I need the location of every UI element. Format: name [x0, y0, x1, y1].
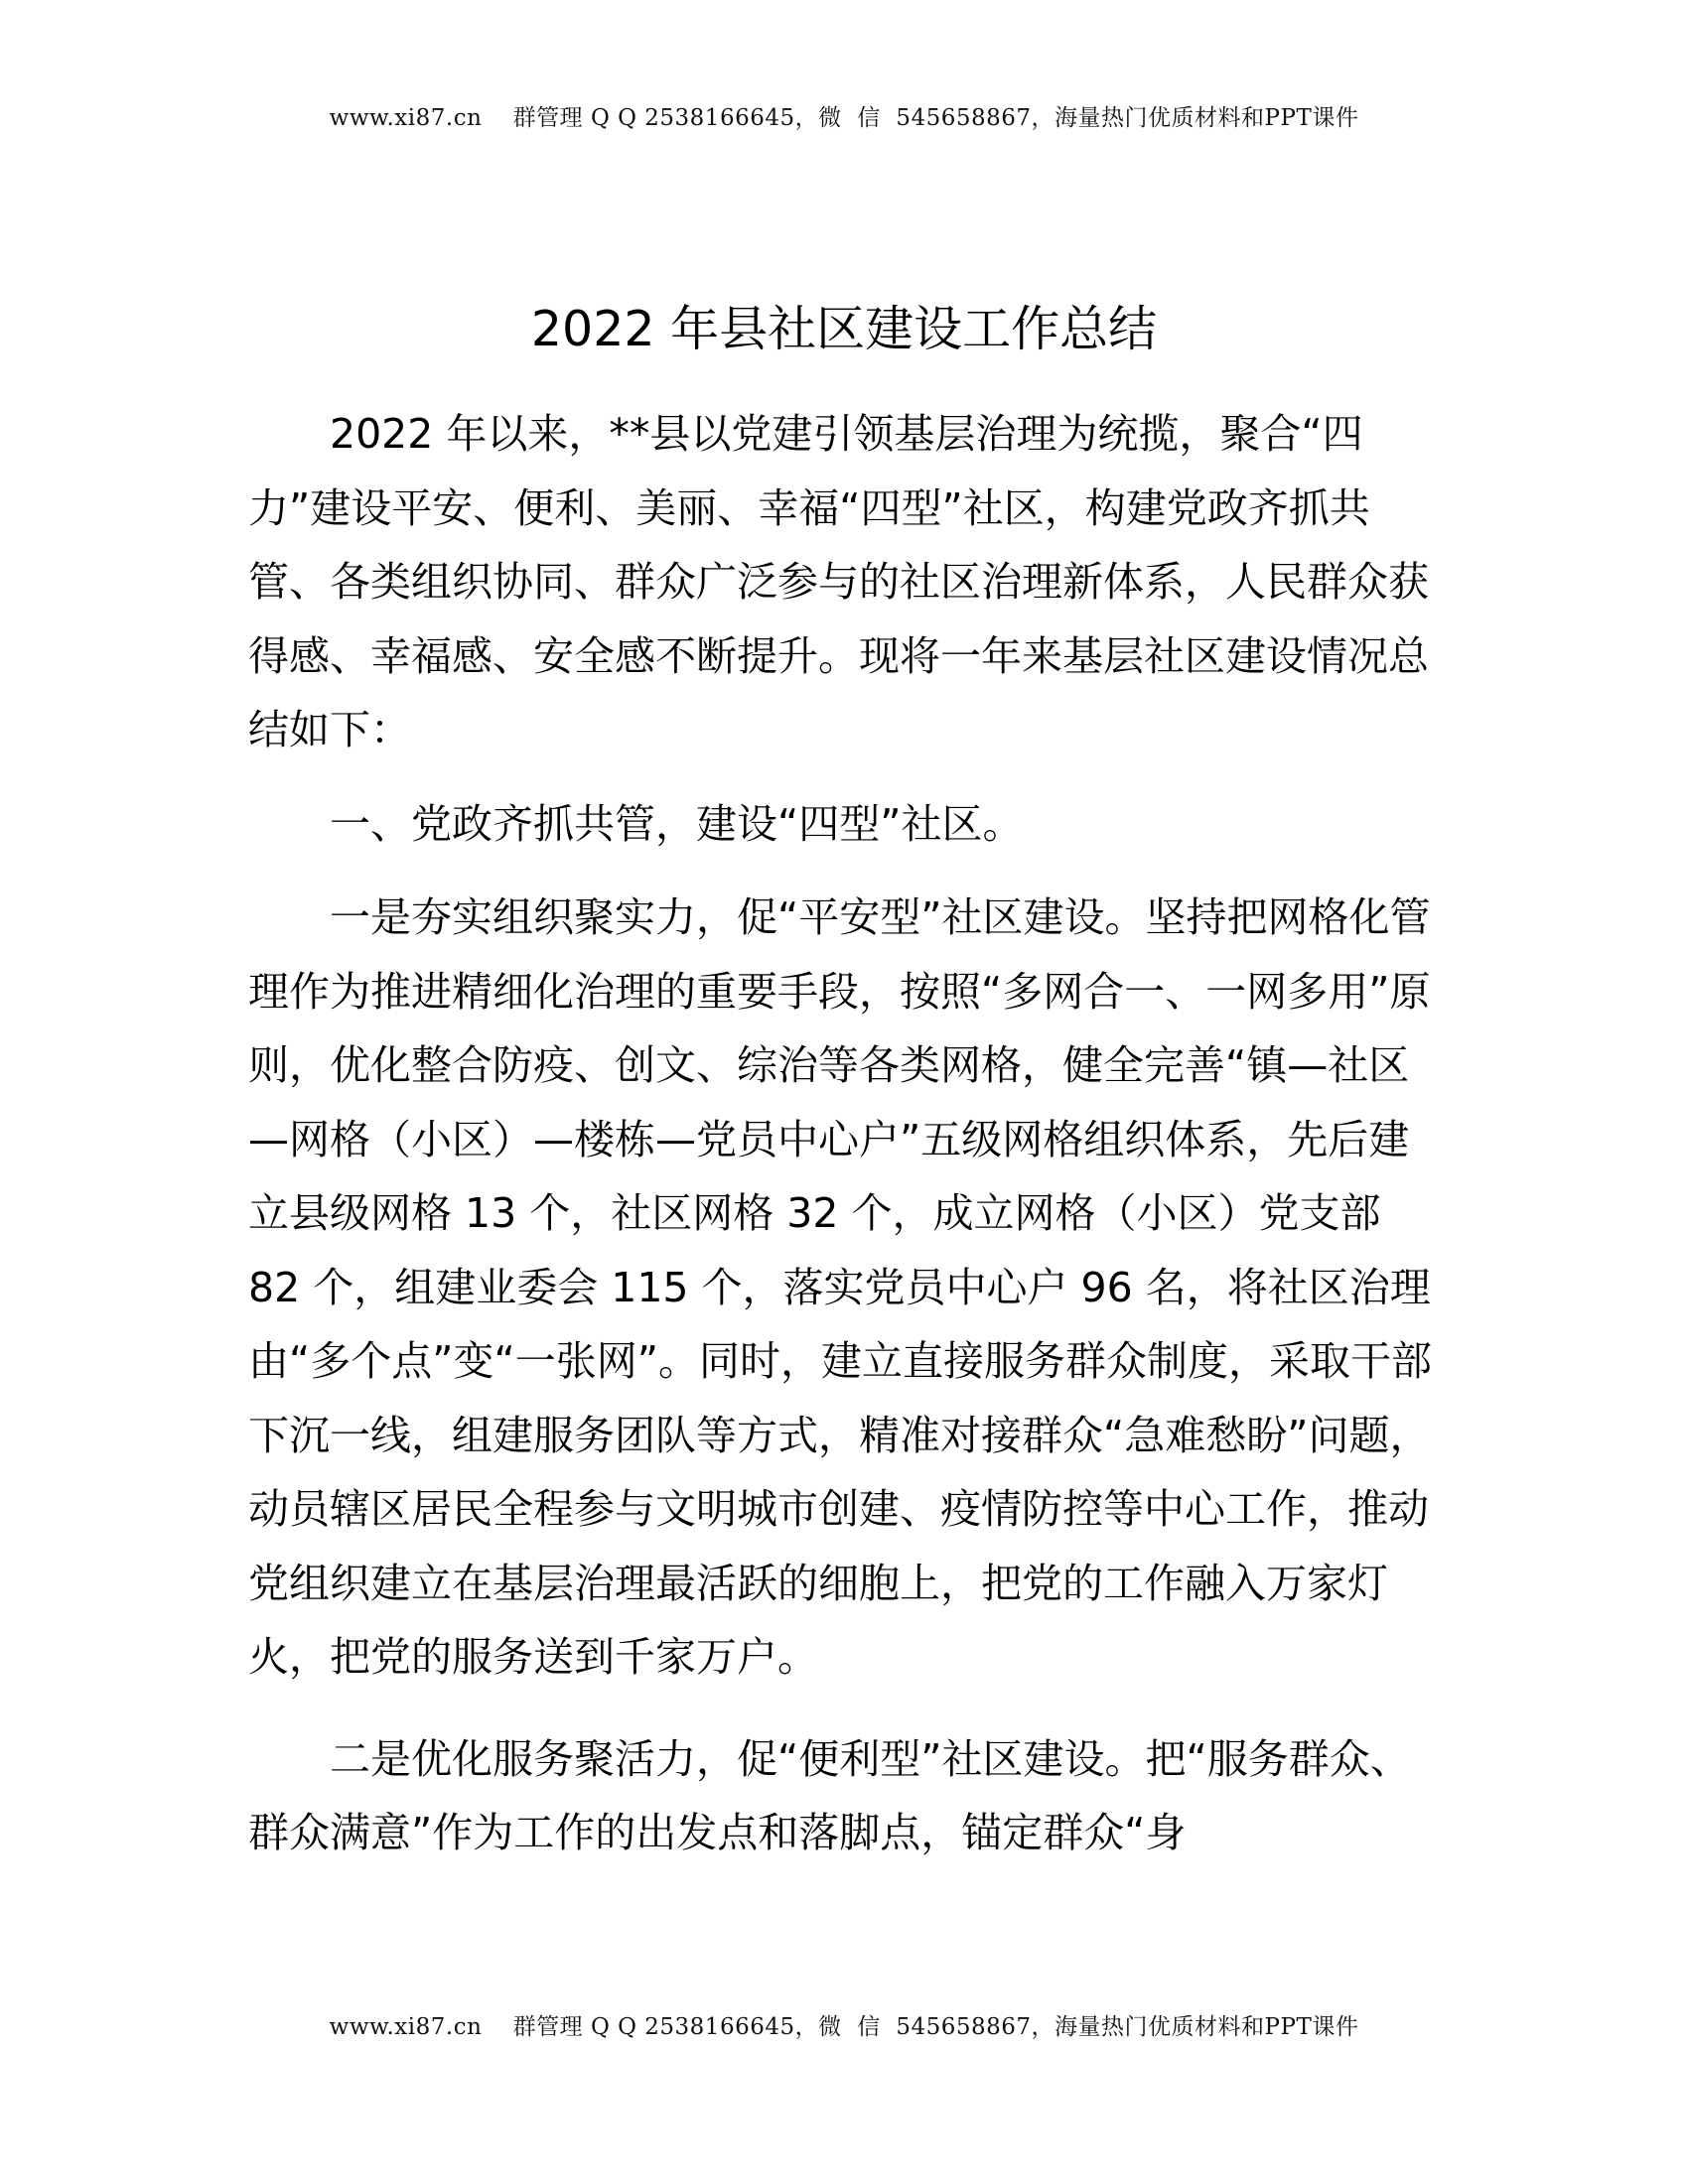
page-header: www.xi87.cn 群管理 Q Q 2538166645，微 信 545658867，海量热门优质材料和PPT课件 — [329, 105, 1359, 131]
document-title: 2022 年县社区建设工作总结 — [530, 301, 1158, 357]
page-footer: www.xi87.cn 群管理 Q Q 2538166645，微 信 545658867，海量热门优质材料和PPT课件 — [329, 2014, 1359, 2040]
section-heading-1: 一、党政齐抓共管，建设“四型”社区。 — [330, 799, 1024, 848]
body-paragraph: 一是夯实组织聚实力，促“平安型”社区建设。坚持把网格化管理作为推进精细化治理的重要手段，按照“多网合一、一网多用”原则，优化整合防疫、创文、综治等各类网格，健全完善“镇—社区—网格（小区）—楼栋—党员中心户”五级网格组织体系，先后建立县级网格 13 个，社区网格 32 个，成立网格（小区）党支部 82 个，组建业委会 115 个，落实党员中心户 96 名，将社区治理由“多个点”变“一张网”。同时，建立直接服务群众制度，采取干部下沉一线，组建服务团队等方式，精准对接群众“急难愁盼”问题，动员辖区居民全程参与文明城市创建、疫情防控等中心工作，推动党组织建立在基层治理最活跃的细胞上，把党的工作融入万家灯火，把党的服务送到千家万户。 — [248, 893, 1432, 1681]
body-paragraph: 二是优化服务聚活力，促“便利型”社区建设。把“服务群众、群众满意”作为工作的出发点和落脚点，锚定群众“身 — [248, 1734, 1411, 1856]
intro-paragraph: 2022 年以来，**县以党建引领基层治理为统揽，聚合“四力”建设平安、便利、美丽、幸福“四型”社区，构建党政齐抓共管、各类组织协同、群众广泛参与的社区治理新体系，人民群众获得感、幸福感、安全感不断提升。现将一年来基层社区建设情况总结如下： — [248, 410, 1429, 753]
document-body — [248, 397, 1440, 1870]
